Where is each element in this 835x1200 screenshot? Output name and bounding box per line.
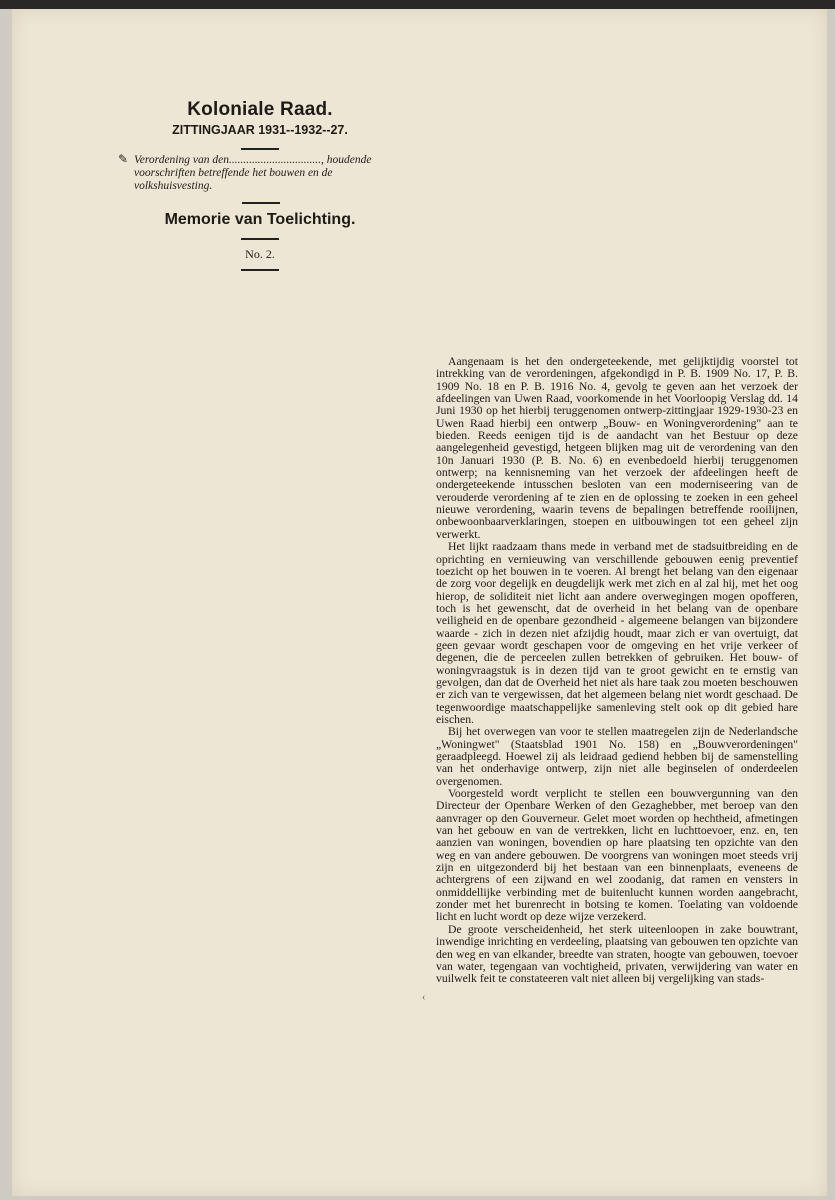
scan-top-edge xyxy=(0,0,835,9)
session-year: ZITTINGJAAR 1931--1932--27. xyxy=(172,123,348,137)
body-paragraph: Bij het overwegen van voor te stellen maatregelen zijn de Nederlandsche „Woningwet" (Staatsblad 1901 No. 158) en „Bouwverordeningen" geraadpleegd. Hoewel zij als leidraad gediend hebben bij de samenstelling van het onderhavige ontwerp, zijn niet alle beginselen of onderdeelen overgenomen. xyxy=(436,725,798,788)
divider xyxy=(242,202,280,204)
body-paragraph: Het lijkt raadzaam thans mede in verband met de stadsuitbreiding en de oprichting en vernieuwing van verschillende gebouwen eenig preventief toezicht op het bouwen in te voeren. Al brengt het belang van den eigenaar de zorg voor degelijk en deugdelijk werk met zich en al zal hij, met het oog hierop, de soliditeit niet licht aan andere overwegingen mogen opofferen, toch is het gewenscht, dat de overheid in het belang van de openbare veiligheid en de openbare gezondheid - algemeene belangen van bijzondere waarde - zich in dezen niet afzijdig houdt, maar zich er van overtuigt, dat geen gevaar wordt geschapen voor de omgeving en het vrije verkeer of degenen, die de perceelen zullen betrekken of gebruiken. Het bouw- of woningvraagstuk is in dezen tijd van te groot gewicht en te ernstig van gevolgen, dan dat de Overheid het niet als hare taak zou moeten beschouwen er zich van te vergewissen, dat het algemeen belang niet wordt geschaad. De tegenwoordige maatschappelijke samenleving stelt ook op dit gebied hare eischen. xyxy=(436,540,798,726)
document-page xyxy=(12,9,827,1196)
document-type-title: Memorie van Toelichting. xyxy=(164,211,356,228)
body-paragraph: Aangenaam is het den ondergeteekende, met gelijktijdig voorstel tot intrekking van de verordeningen, afgekondigd in P. B. 1909 No. 17, P. B. 1909 No. 18 en P. B. 1916 No. 4, gevolg te geven aan het verzoek der afdeelingen van Uwen Raad, voorkomende in het Voorloopig Verslag dd. 14 Juni 1930 op het hierbij teruggenomen ontwerp-zittingjaar 1929-1930-23 en Uwen Raad hierbij een ontwerp „Bouw- en Woningverordening" aan te bieden. Reeds eenigen tijd is de aandacht van het Bestuur op deze aangelegenheid gevestigd, hetgeen blijken mag uit de verordening van den 10n Januari 1930 (P. B. No. 6) en evenbedoeld hierbij teruggenomen ontwerp; na kennisneming van het verzoek der afdeelingen heeft de ondergeteekende intusschen besloten van een moderniseering van de verouderde verordening af te zien en de oplossing te zoeken in een geheel nieuwe verordening, waarin tevens de bepalingen betreffende rooilijnen, onbewoonbaarverklaringen, stoepen en uitbouwingen tot een geheel zijn verwerkt. xyxy=(436,355,798,541)
body-paragraph: Voorgesteld wordt verplicht te stellen een bouwvergunning van den Directeur der Openbare Werken of den Gezaghebber, met beroep van den aanvrager op den Gouverneur. Gelet moet worden op hechtheid, afmetingen van het gebouw en van de vertrekken, licht en luchttoevoer, enz. en, ten aanzien van woningen, bovendien op hare plaatsing ten opzichte van den weg en van andere gebouwen. De voorgrens van woningen moet steeds vrij zijn en uitgezonderd bij het bestaan van een binnenplaats, eveneens de achtergrens of een zijwand en wel zoodanig, dat ramen en vensters in onmiddellijke verbinding met de buitenlucht kunnen worden aangebracht, zonder met het burenrecht in botsing te komen. Toelating van voldoende licht en lucht wordt op deze wijze verzekerd. xyxy=(436,787,798,924)
divider xyxy=(241,238,279,240)
subject-text: Verordening van den................................, houdende voorschriften betreffende het bouwen en de volkshuisvesting. xyxy=(134,154,372,192)
body-text-column xyxy=(436,356,798,986)
pen-mark-icon: ✎ xyxy=(118,152,129,166)
body-paragraph: De groote verscheidenheid, het sterk uiteenloopen in zake bouwtrant, inwendige inrichting en verdeeling, plaatsing van gebouwen ten opzichte van den weg en van elkander, breedte van straten, hoogte van gebouwen, toevoer van water, tegengaan van vochtigheid, privaten, verwijdering van water en vuilwelk feit te constateeren valt niet alleen bij vergelijking van stads- xyxy=(436,922,798,986)
divider xyxy=(241,148,279,150)
subject-line xyxy=(122,154,392,193)
council-title: Koloniale Raad. xyxy=(187,99,333,120)
document-number: No. 2. xyxy=(245,247,275,261)
document-header xyxy=(120,99,400,150)
divider xyxy=(241,269,279,271)
margin-mark: ‹ xyxy=(422,992,426,1003)
